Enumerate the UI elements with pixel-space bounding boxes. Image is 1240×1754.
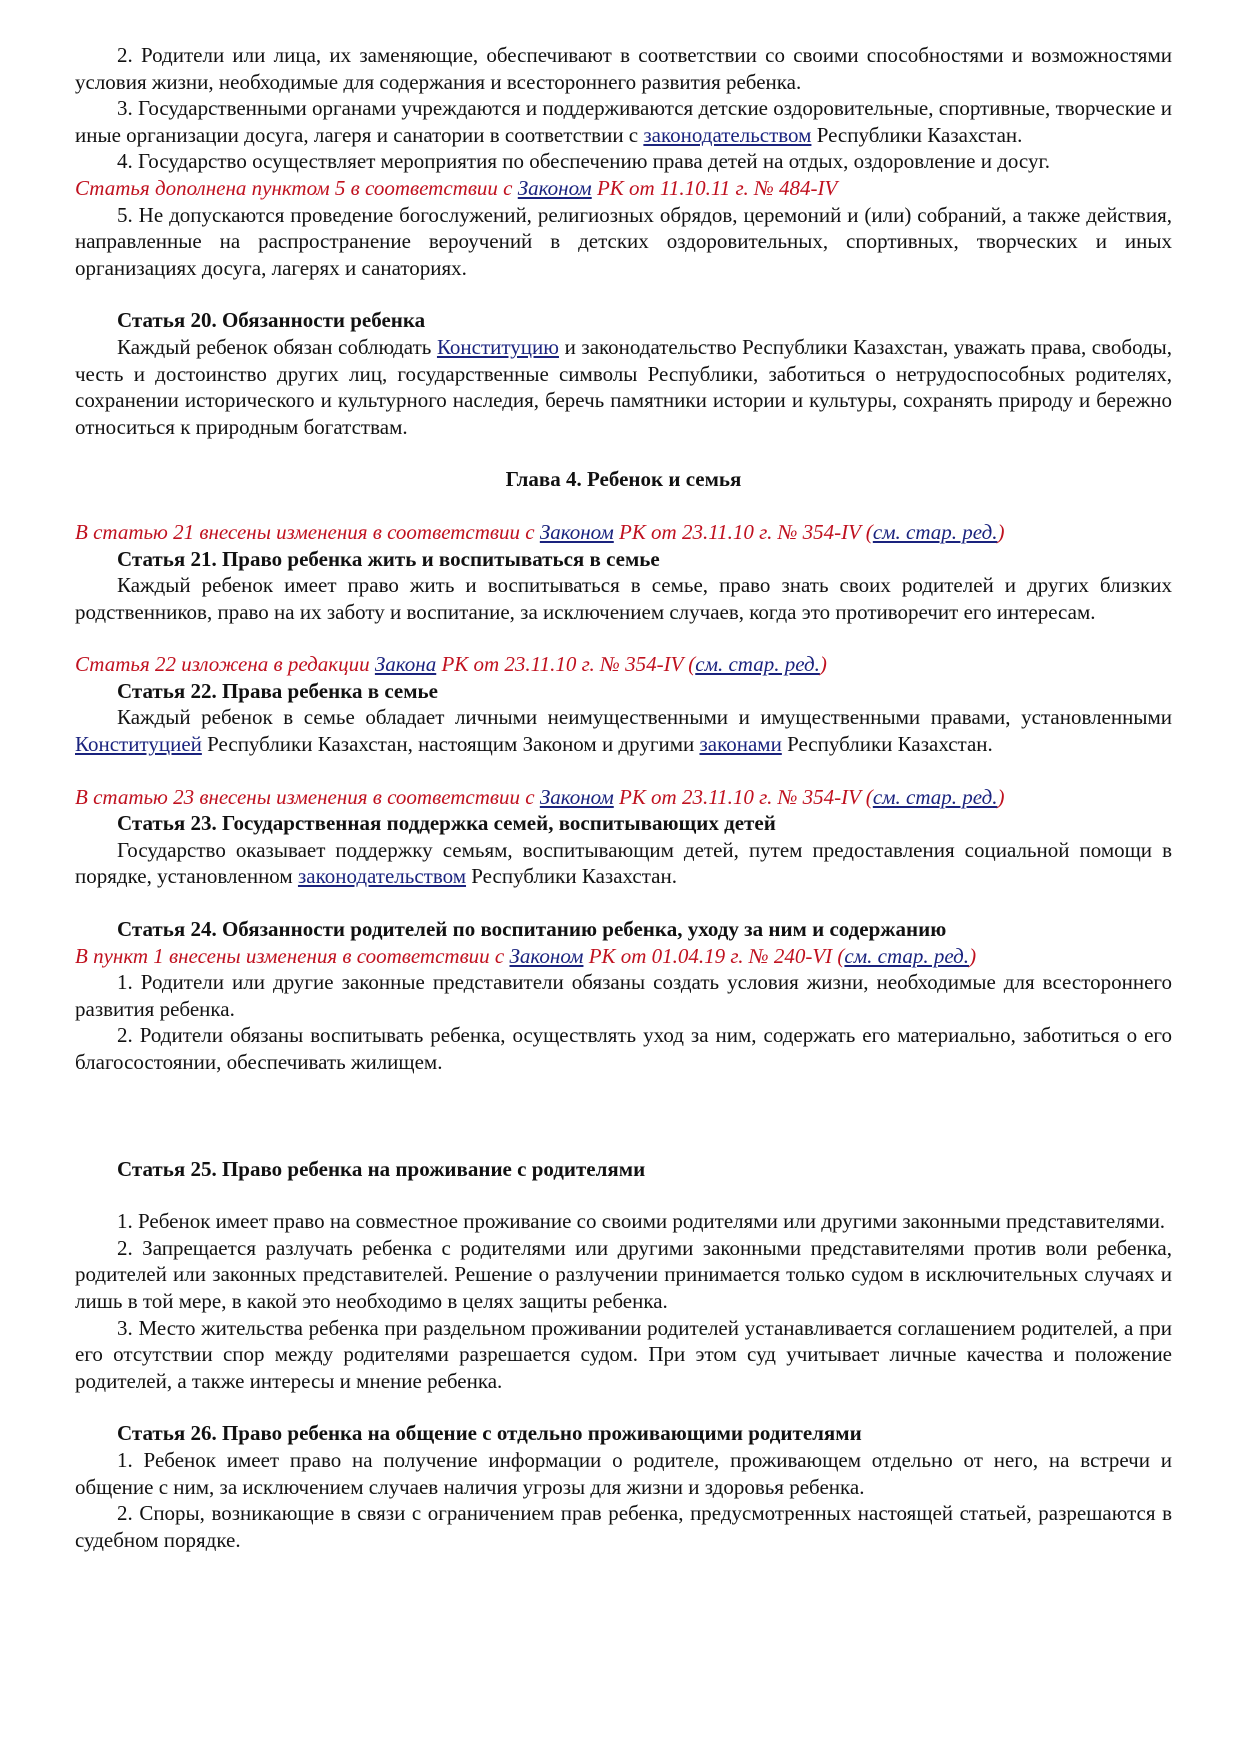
art25-p3: 3. Место жительства ребенка при раздельном проживании родителей устанавливается соглашением родителей, а при его отсутствии спор между родителями разрешается судом. При этом суд учитывает личные качества и положение родителей, а также интересы и мнение ребенка. bbox=[75, 1315, 1172, 1393]
text: РК от 23.11.10 г. № 354-IV ( bbox=[613, 784, 873, 809]
text: ) bbox=[819, 652, 827, 677]
text: 3. Государственными органами учреждаются и поддерживаются детские оздоровительные, спортивные, творческие и иные организации досуга, лагеря и санатории в соответствии с bbox=[75, 96, 1172, 147]
spacer bbox=[75, 493, 1172, 519]
link-constitution[interactable]: Конституцию bbox=[436, 334, 559, 359]
spacer bbox=[75, 1182, 1172, 1208]
art21-title: Статья 21. Право ребенка жить и воспитываться в семье bbox=[117, 546, 660, 571]
text: ) bbox=[997, 519, 1005, 544]
spacer bbox=[75, 625, 1172, 651]
document-page bbox=[75, 42, 1172, 1553]
spacer bbox=[75, 440, 1172, 466]
text: Республики Казахстан. bbox=[466, 864, 677, 889]
text: Республики Казахстан, настоящим Законом и другими bbox=[201, 732, 700, 757]
art19-p5: 5. Не допускаются проведение богослужений, религиозных обрядов, церемоний и (или) собраний, а также действия, направленные на распространение вероучений в детских оздоровительных, спортивных, творческих и иных организациях досуга, лагерях и санаториях. bbox=[75, 202, 1172, 280]
text: Государство оказывает поддержку семьям, воспитывающим детей, путем предоставления социальной помощи в порядке, установленном bbox=[75, 837, 1172, 889]
art26-title: Статья 26. Право ребенка на общение с отдельно проживающими родителями bbox=[117, 1421, 862, 1446]
spacer bbox=[75, 281, 1172, 307]
text: РК от 11.10.11 г. № 484-IV bbox=[591, 175, 838, 200]
chapter4-title: Глава 4. Ребенок и семья bbox=[505, 467, 742, 492]
text: Республики Казахстан. bbox=[781, 732, 993, 757]
text: ) bbox=[969, 943, 977, 968]
art22-text bbox=[75, 704, 1172, 757]
art21-amendment-note bbox=[75, 519, 1172, 546]
art26-p2: 2. Споры, возникающие в связи с ограничением прав ребенка, предусмотренных настоящей статьей, разрешаются в судебном порядке. bbox=[75, 1501, 1172, 1552]
text: Статья 22 изложена в редакции bbox=[75, 652, 375, 677]
art19-p2: 2. Родители или лица, их заменяющие, обеспечивают в соответствии со своими способностями и возможностями условия жизни, необходимые для содержания и всестороннего развития ребенка. bbox=[75, 43, 1172, 94]
text: Каждый ребенок обязан соблюдать bbox=[117, 334, 437, 359]
link-constitution[interactable]: Конституцией bbox=[75, 732, 202, 757]
text: Статья дополнена пунктом 5 в соответствии с bbox=[75, 175, 518, 200]
link-law[interactable]: Законом bbox=[517, 175, 592, 200]
text: ) bbox=[997, 784, 1005, 809]
link-laws[interactable]: законами bbox=[699, 732, 782, 757]
text: и законодательство Республики Казахстан, уважать права, свободы, честь и достоинство других лиц, государственные символы Республики, заботиться о нетрудоспособных родителях, сохранении исторического и культурного наследия, беречь памятники истории и культуры, сохранять природу и бережно относиться к природным богатствам. bbox=[75, 334, 1173, 439]
text: РК от 23.11.10 г. № 354-IV ( bbox=[613, 519, 873, 544]
art22-title: Статья 22. Права ребенка в семье bbox=[117, 678, 438, 703]
spacer bbox=[75, 1076, 1172, 1156]
link-old-edition[interactable]: см. стар. ред. bbox=[872, 784, 998, 809]
art25-title: Статья 25. Право ребенка на проживание с родителями bbox=[117, 1156, 646, 1181]
art21-text: Каждый ребенок имеет право жить и воспитываться в семье, право знать своих родителей и других близких родственников, право на их заботу и воспитание, за исключением случаев, когда это противоречит его интересам. bbox=[75, 573, 1172, 624]
spacer bbox=[75, 758, 1172, 784]
art19-p3 bbox=[75, 95, 1172, 148]
art25-p1: 1. Ребенок имеет право на совместное проживание со своими родителями или другими законными представителями. bbox=[117, 1209, 1166, 1234]
link-legislation[interactable]: законодательством bbox=[643, 122, 812, 147]
art23-title: Статья 23. Государственная поддержка семей, воспитывающих детей bbox=[117, 811, 776, 836]
art19-amendment-note bbox=[75, 175, 1172, 202]
text: Республики Казахстан. bbox=[811, 122, 1023, 147]
art24-p2: 2. Родители обязаны воспитывать ребенка, осуществлять уход за ним, содержать его материально, заботиться о его благосостоянии, обеспечивать жилищем. bbox=[75, 1023, 1172, 1074]
link-law[interactable]: Законом bbox=[539, 784, 614, 809]
link-law[interactable]: Законом bbox=[509, 943, 584, 968]
art25-p2: 2. Запрещается разлучать ребенка с родителями или другими законными представителями против воли ребенка, родителей или законных представителей. Решение о разлучении принимается только судом в исключительных случаях и лишь в той мере, в какой это необходимо в целях защиты ребенка. bbox=[75, 1235, 1172, 1313]
link-old-edition[interactable]: см. стар. ред. bbox=[695, 652, 820, 677]
text: Каждый ребенок в семье обладает личными неимущественными и имущественными правами, установленными bbox=[117, 705, 1172, 730]
text: В статью 23 внесены изменения в соответствии с bbox=[75, 784, 540, 809]
art20-text bbox=[75, 334, 1172, 440]
art24-p1: 1. Родители или другие законные представители обязаны создать условия жизни, необходимые для всестороннего развития ребенка. bbox=[75, 970, 1172, 1021]
spacer bbox=[75, 1394, 1172, 1420]
art19-p4: 4. Государство осуществляет мероприятия по обеспечению права детей на отдых, оздоровление и досуг. bbox=[117, 149, 1050, 174]
art24-amendment-note bbox=[75, 943, 1172, 970]
link-old-edition[interactable]: см. стар. ред. bbox=[872, 519, 998, 544]
link-law[interactable]: Законом bbox=[539, 519, 614, 544]
link-law[interactable]: Закона bbox=[374, 652, 437, 677]
text: РК от 01.04.19 г. № 240-VI ( bbox=[583, 943, 845, 968]
spacer bbox=[75, 890, 1172, 916]
text: РК от 23.11.10 г. № 354-IV ( bbox=[436, 652, 696, 677]
art24-title: Статья 24. Обязанности родителей по воспитанию ребенка, уходу за ним и содержанию bbox=[117, 917, 947, 942]
art20-title: Статья 20. Обязанности ребенка bbox=[117, 308, 426, 333]
art23-text bbox=[75, 837, 1172, 890]
text: В статью 21 внесены изменения в соответствии с bbox=[75, 519, 540, 544]
art26-p1: 1. Ребенок имеет право на получение информации о родителе, проживающем отдельно от него, на встречи и общение с ним, за исключением случаев наличия угрозы для жизни и здоровья ребенка. bbox=[75, 1447, 1172, 1499]
art22-amendment-note bbox=[75, 651, 1172, 678]
link-old-edition[interactable]: см. стар. ред. bbox=[844, 943, 970, 968]
text: В пункт 1 внесены изменения в соответствии с bbox=[75, 943, 510, 968]
art23-amendment-note bbox=[75, 784, 1172, 811]
link-legislation[interactable]: законодательством bbox=[297, 864, 467, 889]
